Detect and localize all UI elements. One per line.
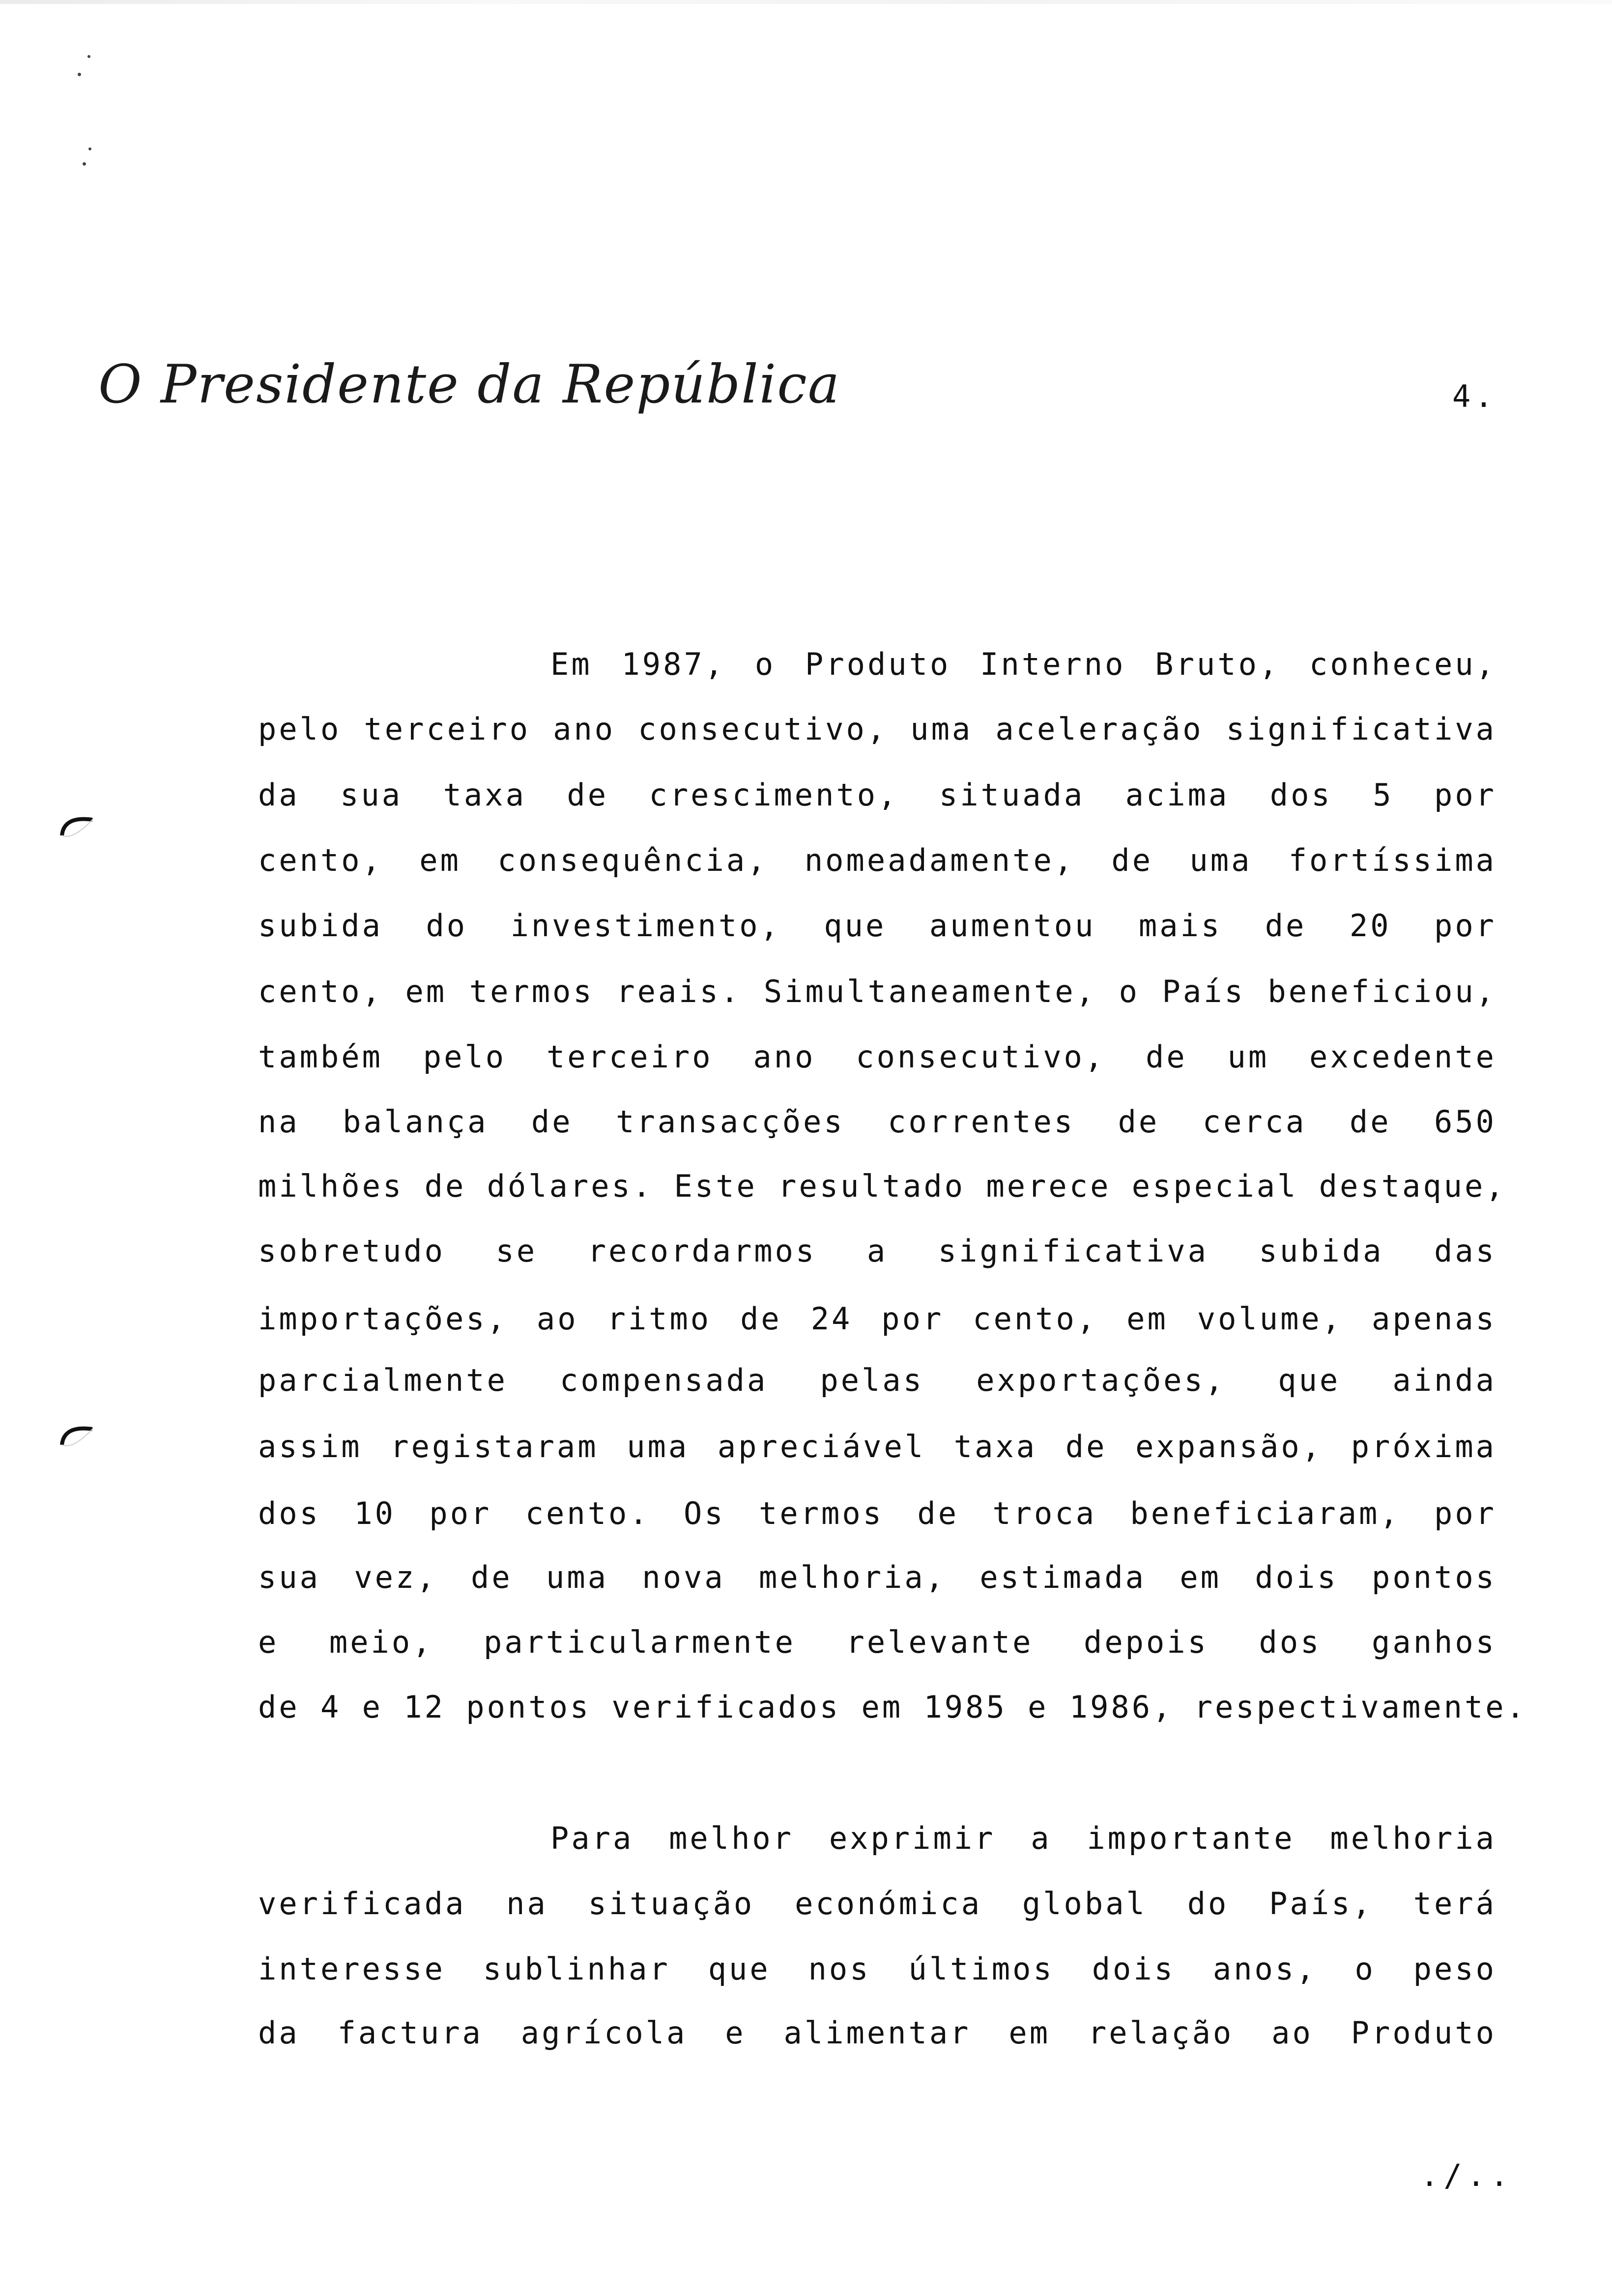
text-line: da sua taxa de crescimento, situada acima dos 5 por (258, 777, 1497, 813)
text-line: importações, ao ritmo de 24 por cento, em volume, apenas (258, 1301, 1497, 1337)
text-line: milhões de dólares. Este resultado merece especial destaque, (258, 1168, 1506, 1204)
punch-hole-mark (58, 806, 102, 850)
text-line: verificada na situação económica global do País, terá (258, 1886, 1497, 1922)
punch-hole-mark (58, 1415, 102, 1460)
text-line: também pelo terceiro ano consecutivo, de um excedente (258, 1039, 1497, 1075)
text-line: sua vez, de uma nova melhoria, estimada em dois pontos (258, 1559, 1497, 1595)
text-line: cento, em consequência, nomeadamente, de uma fortíssima (258, 842, 1497, 878)
text-line: de 4 e 12 pontos verificados em 1985 e 1986, respectivamente. (258, 1689, 1527, 1725)
text-line: Em 1987, o Produto Interno Bruto, conheceu, (550, 646, 1497, 682)
text-line: pelo terceiro ano consecutivo, uma aceleração significativa (258, 711, 1497, 747)
scan-speck (83, 162, 86, 166)
text-line: Para melhor exprimir a importante melhoria (550, 1820, 1497, 1856)
letterhead-title: O Presidente da República (98, 354, 841, 415)
scan-speck (88, 147, 91, 150)
scan-speck (87, 55, 90, 58)
continuation-mark: ./.. (1420, 2157, 1514, 2193)
scan-speck (78, 73, 81, 76)
text-line: sobretudo se recordarmos a significativa subida das (258, 1233, 1497, 1269)
text-line: da factura agrícola e alimentar em relação ao Produto (258, 2015, 1497, 2051)
text-line: na balança de transacções correntes de cerca de 650 (258, 1104, 1497, 1140)
scan-edge-artifact (0, 0, 1612, 4)
text-line: assim registaram uma apreciável taxa de expansão, próxima (258, 1429, 1497, 1464)
text-line: cento, em termos reais. Simultaneamente, o País beneficiou, (258, 974, 1497, 1009)
text-line: subida do investimento, que aumentou mais de 20 por (258, 908, 1497, 944)
page-number: 4. (1452, 378, 1497, 414)
text-line: interesse sublinhar que nos últimos dois anos, o peso (258, 1951, 1497, 1987)
text-line: dos 10 por cento. Os termos de troca beneficiaram, por (258, 1495, 1497, 1531)
text-line: parcialmente compensada pelas exportações, que ainda (258, 1362, 1497, 1398)
text-line: e meio, particularmente relevante depois dos ganhos (258, 1624, 1497, 1660)
